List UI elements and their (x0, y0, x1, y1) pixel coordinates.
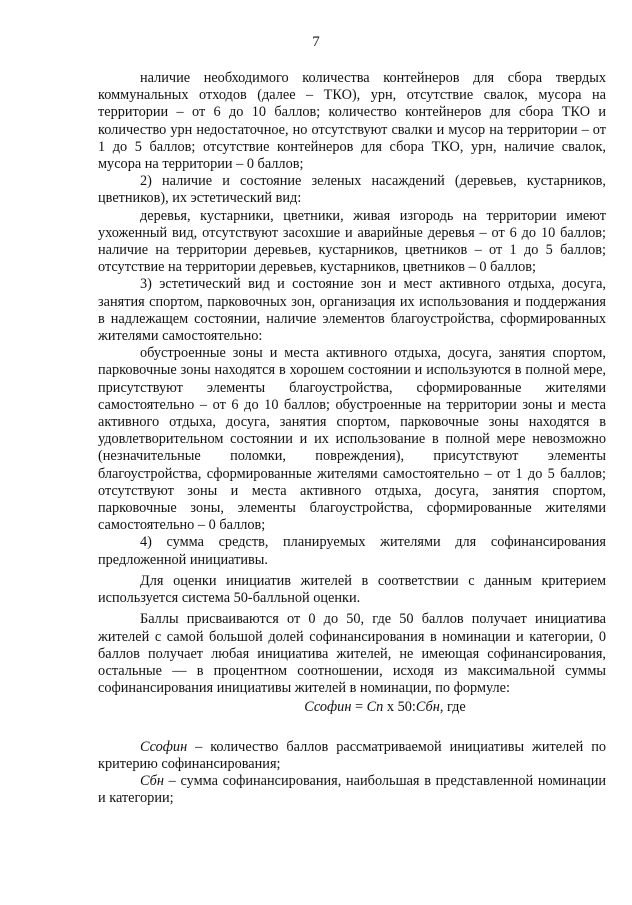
paragraph-scoring-rules: Баллы присваиваются от 0 до 50, где 50 баллов получает инициатива жителей с самой большой долей софинансирования в номинации и категории, 0 баллов получает любая инициатива жителей, не имеющая софинансирования, остальные — в процентном соотношении, исходя из максимальной суммы софинансирования инициативы жителей в номинации, по формуле: (98, 611, 606, 697)
formula-cp: Сп (366, 699, 384, 716)
formula-equals: = (351, 699, 367, 716)
formula-sbn: Сбн (415, 699, 440, 716)
document-body (98, 70, 606, 807)
paragraph-recreation-heading: 3) эстетический вид и состояние зон и мест активного отдыха, досуга, занятия спортом, парковочных зон, организация их использования и поддержания в надлежащем состоянии, наличие элементов благоустройства, сформированных жителями самостоятельно: (98, 276, 606, 345)
definition-ssofin-term: Ссофин (140, 738, 188, 755)
formula-tail: , где (439, 699, 466, 716)
formula-multiplier: х 50: (383, 699, 416, 716)
definition-sbn-term: Сбн (140, 772, 164, 789)
definition-sbn-text: – сумма софинансирования, наибольшая в представленной номинации и категории; (98, 772, 606, 807)
definition-ssofin (98, 739, 606, 773)
paragraph-scoring-system: Для оценки инициатив жителей в соответствии с данным критерием используется система 50-балльной оценки. (98, 572, 606, 607)
definition-sbn (98, 773, 606, 807)
paragraph-cofinancing-heading: 4) сумма средств, планируемых жителями для софинансирования предложенной инициативы. (98, 534, 606, 568)
definition-ssofin-text: – количество баллов рассматриваемой инициативы жителей по критерию софинансирования; (98, 738, 606, 772)
formula-lhs: Ссофин (304, 699, 352, 716)
paragraph-green-spaces-heading: 2) наличие и состояние зеленых насаждений (деревьев, кустарников, цветников), их эстетический вид: (98, 173, 606, 207)
paragraph-tko-criteria: наличие необходимого количества контейнеров для сбора твердых коммунальных отходов (далее – ТКО), урн, отсутствие свалок, мусора на территории – от 6 до 10 баллов; количество контейнеров для сбора ТКО и количество урн недостаточное, но отсутствуют свалки и мусор на территории – от 1 до 5 баллов; отсутствие контейнеров для сбора ТКО, урн, наличие свалок, мусора на территории – 0 баллов; (98, 70, 606, 173)
page-number: 7 (312, 34, 320, 50)
paragraph-green-spaces-criteria: деревья, кустарники, цветники, живая изгородь на территории имеют ухоженный вид, отсутствуют засохшие и аварийные деревья – от 6 до 10 баллов; наличие на территории деревьев, кустарников, цветников – от 1 до 5 баллов; отсутствие на территории деревьев, кустарников, цветников – 0 баллов; (98, 207, 606, 276)
paragraph-recreation-criteria: обустроенные зоны и места активного отдыха, досуга, занятия спортом, парковочные зоны находятся в хорошем состоянии и используются в полной мере, присутствуют элементы благоустройства, сформированные жителями самостоятельно – от 6 до 10 баллов; обустроенные на территории зоны и места активного отдыха, досуга, занятия спортом, парковочные зоны находятся в удовлетворительном состоянии и их использование в полной мере невозможно (незначительные поломки, повреждения), присутствуют элементы благоустройства, сформированные жителями самостоятельно – от 1 до 5 баллов; отсутствуют зоны и места активного отдыха, досуга, занятия спортом, парковочные зоны, элементы благоустройства, сформированные жителями самостоятельно – 0 баллов; (98, 345, 606, 534)
formula (98, 699, 606, 716)
